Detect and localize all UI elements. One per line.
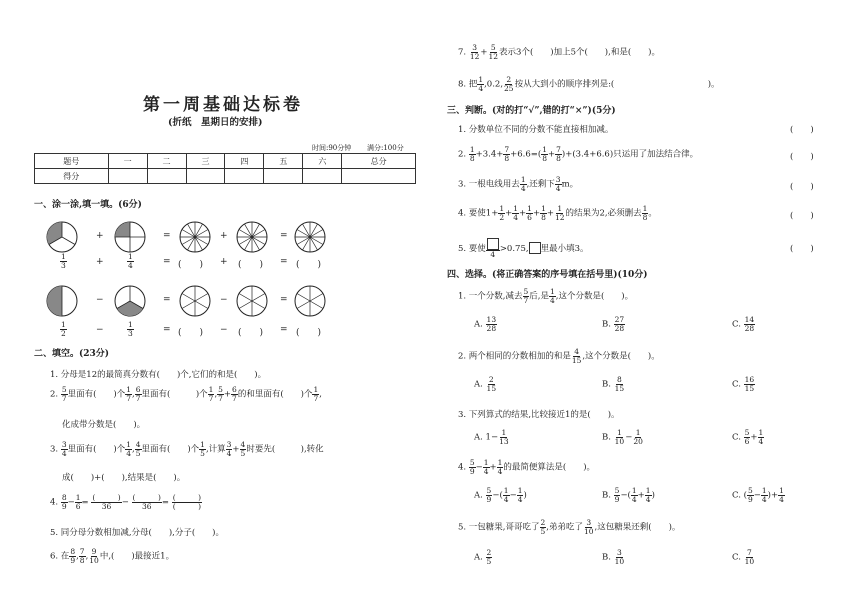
- question-2-3: 3. $\frac{3}{4}$ 里面有( )个 $\frac{1}{4}$ , $\frac{4}{5}$ 里面有( )个 $\frac{1}{5}$ ,计算 $\frac{3}{4}$ + $\frac{4}{5}$ 时要先( ),转化: [50, 440, 324, 458]
- circle-twelfths: [295, 222, 325, 252]
- score-table-cell: 四: [225, 154, 264, 169]
- circle-twelfths: [180, 222, 210, 252]
- section4-title: 四、选择。(将正确答案的序号填在括号里)(10分): [447, 270, 648, 280]
- equals-sign: =: [280, 231, 288, 241]
- answer-paren[interactable]: ( ): [790, 182, 814, 192]
- question-2-1: 1. 分母是12的最简真分数有( )个,它们的和是( )。: [50, 370, 267, 380]
- fraction-one-third: $\frac{1}{3}$: [128, 320, 133, 338]
- option-b[interactable]: B. $\frac{1}{10}$ − $\frac{1}{20}$: [602, 428, 643, 446]
- fraction-one-half: $\frac{1}{2}$: [61, 320, 66, 338]
- score-table-cell: 二: [147, 154, 186, 169]
- circle-sixths: [180, 286, 210, 316]
- minus-sign: −: [220, 325, 228, 335]
- score-table-score-row: [35, 169, 416, 184]
- question-3-1: 1. 分数单位不同的分数不能直接相加减。: [458, 125, 614, 135]
- option-c[interactable]: C. $\frac{7}{10}$: [732, 548, 755, 566]
- fraction-circles-row2: [40, 282, 340, 324]
- score-input-cell[interactable]: [108, 169, 147, 184]
- option-a[interactable]: A. $\frac{5}{9}$ −( $\frac{1}{4}$ − $\frac{1}{4}$ ): [474, 486, 527, 504]
- answer-blank[interactable]: ( ): [238, 328, 264, 338]
- score-row-label: 得分: [35, 169, 109, 184]
- question-3-5: 5. 要使 4 >0.75, 里最小填3。: [458, 238, 588, 259]
- plus-sign: +: [96, 231, 104, 241]
- question-2-4: 4. $\frac{8}{9}$ − $\frac{1}{6}$ = $\frac{( )}{36}$ − $\frac{( )}{36}$ = $\frac{( )}{( )}$: [50, 493, 202, 511]
- question-2-2: 2. $\frac{5}{7}$ 里面有( )个 $\frac{1}{7}$ , $\frac{6}{7}$ 里面有( )个 $\frac{1}{7}$ , $\frac{5}{7}$ + $\frac{6}{7}$ 的和里面有( )个 $\frac{1}{7}$ ,: [50, 385, 322, 403]
- equals-sign: =: [280, 257, 288, 267]
- answer-blank[interactable]: $\frac{( )}{36}$: [92, 493, 121, 511]
- minus-sign: −: [220, 295, 228, 305]
- circle-sixths: [237, 286, 267, 316]
- answer-paren[interactable]: ( ): [790, 211, 814, 221]
- equals-sign: =: [163, 257, 171, 267]
- section1-title: 一、涂一涂,填一填。(6分): [34, 200, 142, 210]
- question-2-8: 8. 把 $\frac{1}{4}$ ,0.2, $\frac{2}{25}$ 按从大到小的顺序排列是:( )。: [458, 75, 720, 93]
- score-input-cell[interactable]: [342, 169, 416, 184]
- page-title: 第一周基础达标卷: [143, 95, 303, 115]
- score-input-cell[interactable]: [186, 169, 225, 184]
- score-table-cell: 题号: [35, 154, 109, 169]
- plus-sign: +: [96, 257, 104, 267]
- answer-blank[interactable]: $\frac{( )}{36}$: [132, 493, 161, 511]
- question-2-2-line2: 化成带分数是( )。: [62, 420, 146, 430]
- equals-sign: =: [163, 295, 171, 305]
- circle-quarters-shaded: [115, 222, 145, 252]
- circle-thirds-shaded: [115, 286, 145, 316]
- answer-blank[interactable]: ( ): [238, 260, 264, 270]
- option-b[interactable]: B. $\frac{3}{10}$: [602, 548, 625, 566]
- answer-blank[interactable]: ( ): [296, 260, 322, 270]
- score-input-cell[interactable]: [264, 169, 303, 184]
- option-c[interactable]: C. ( $\frac{5}{9}$ − $\frac{1}{4}$ )+ $\frac{1}{4}$: [732, 486, 784, 504]
- score-input-cell[interactable]: [147, 169, 186, 184]
- question-4-5: 5. 一包糖果,哥哥吃了 $\frac{2}{5}$ ,弟弟吃了 $\frac{3}{10}$ ,这包糖果还剩( )。: [458, 518, 681, 536]
- answer-paren[interactable]: ( ): [790, 125, 814, 135]
- page-subtitle: (折纸 星期日的安排): [168, 117, 263, 128]
- circle-thirds-shaded: [47, 222, 77, 252]
- blank-box[interactable]: [487, 238, 499, 250]
- answer-blank[interactable]: $\frac{( )}{( )}$: [172, 493, 202, 511]
- score-input-cell[interactable]: [225, 169, 264, 184]
- question-2-7: 7. $\frac{3}{12}$ + $\frac{5}{12}$ 表示3个( )加上5个( ),和是( )。: [458, 43, 660, 61]
- option-c[interactable]: C. $\frac{5}{6}$ + $\frac{1}{4}$: [732, 428, 764, 446]
- equals-sign: =: [280, 325, 288, 335]
- score-table-cell: 五: [264, 154, 303, 169]
- option-a[interactable]: A. $\frac{2}{5}$: [474, 548, 492, 566]
- score-table-header-row: [35, 154, 416, 169]
- answer-blank[interactable]: ( ): [178, 328, 204, 338]
- plus-sign: +: [220, 231, 228, 241]
- option-a[interactable]: A. $\frac{13}{28}$: [474, 315, 497, 333]
- option-b[interactable]: B. $\frac{5}{9}$ −( $\frac{1}{4}$ + $\frac{1}{4}$ ): [602, 486, 655, 504]
- question-4-2: 2. 两个相同的分数相加的和是 $\frac{4}{15}$ ,这个分数是( )。: [458, 347, 660, 365]
- section2-title: 二、填空。(23分): [34, 349, 110, 359]
- equals-sign: =: [163, 231, 171, 241]
- question-2-3-line2: 成( )+( ),结果是( )。: [62, 473, 186, 483]
- question-2-5: 5. 同分母分数相加减,分母( ),分子( )。: [50, 528, 224, 538]
- question-2-6: 6. 在 $\frac{8}{9}$ , $\frac{7}{8}$ , $\frac{9}{10}$ 中,( )最接近1。: [50, 547, 175, 565]
- minus-sign: −: [96, 325, 104, 335]
- circle-halves-shaded: [47, 286, 77, 316]
- exam-time: 时间:90分钟: [312, 144, 352, 152]
- answer-paren[interactable]: ( ): [790, 244, 814, 254]
- equals-sign: =: [280, 295, 288, 305]
- circle-sixths: [295, 286, 325, 316]
- question-4-4: 4. $\frac{5}{9}$ − $\frac{1}{4}$ + $\frac{1}{4}$ 的最简便算法是( )。: [458, 458, 596, 476]
- score-table-cell: 六: [303, 154, 342, 169]
- option-a[interactable]: A. $\frac{2}{15}$: [474, 375, 497, 393]
- section3-title: 三、判断。(对的打“√”,错的打“×”)(5分): [447, 106, 616, 116]
- exam-full-score: 满分:100分: [367, 144, 404, 152]
- score-input-cell[interactable]: [303, 169, 342, 184]
- minus-sign: −: [96, 295, 104, 305]
- fraction-one-third: $\frac{1}{3}$: [61, 252, 66, 270]
- score-table-cell: 三: [186, 154, 225, 169]
- score-table-cell: 一: [108, 154, 147, 169]
- question-3-4: 4. 要使1+ $\frac{1}{2}$ + $\frac{1}{4}$ + $\frac{1}{6}$ + $\frac{1}{8}$ + $\frac{1}{12}$ 的结果为2,必须删去 $\frac{1}{8}$ 。: [458, 204, 657, 222]
- question-4-3: 3. 下列算式的结果,比较接近1的是( )。: [458, 410, 620, 420]
- question-3-2: 2. $\frac{1}{8}$ +3.4+ $\frac{7}{8}$ +6.6=( $\frac{1}{8}$ + $\frac{7}{8}$ )+(3.4+6.6)只运用了加法结合律。: [458, 145, 699, 163]
- option-a[interactable]: A. 1− $\frac{1}{13}$: [474, 428, 509, 446]
- option-b[interactable]: B. $\frac{8}{15}$: [602, 375, 625, 393]
- answer-paren[interactable]: ( ): [790, 152, 814, 162]
- answer-blank[interactable]: ( ): [178, 260, 204, 270]
- score-table-cell: 总分: [342, 154, 416, 169]
- option-c[interactable]: C. $\frac{14}{28}$: [732, 315, 755, 333]
- circle-twelfths: [237, 222, 267, 252]
- option-b[interactable]: B. $\frac{27}{28}$: [602, 315, 625, 333]
- fraction-one-quarter: $\frac{1}{4}$: [128, 252, 133, 270]
- answer-blank[interactable]: ( ): [296, 328, 322, 338]
- plus-sign: +: [220, 257, 228, 267]
- question-4-1: 1. 一个分数,减去 $\frac{5}{7}$ 后,是 $\frac{1}{4}$ ,这个分数是( )。: [458, 287, 634, 305]
- score-table: [34, 153, 416, 184]
- question-3-3: 3. 一根电线用去 $\frac{1}{4}$ ,还剩下 $\frac{3}{4}$ m。: [458, 175, 579, 193]
- equals-sign: =: [163, 325, 171, 335]
- option-c[interactable]: C. $\frac{16}{15}$: [732, 375, 755, 393]
- blank-box[interactable]: [529, 242, 541, 254]
